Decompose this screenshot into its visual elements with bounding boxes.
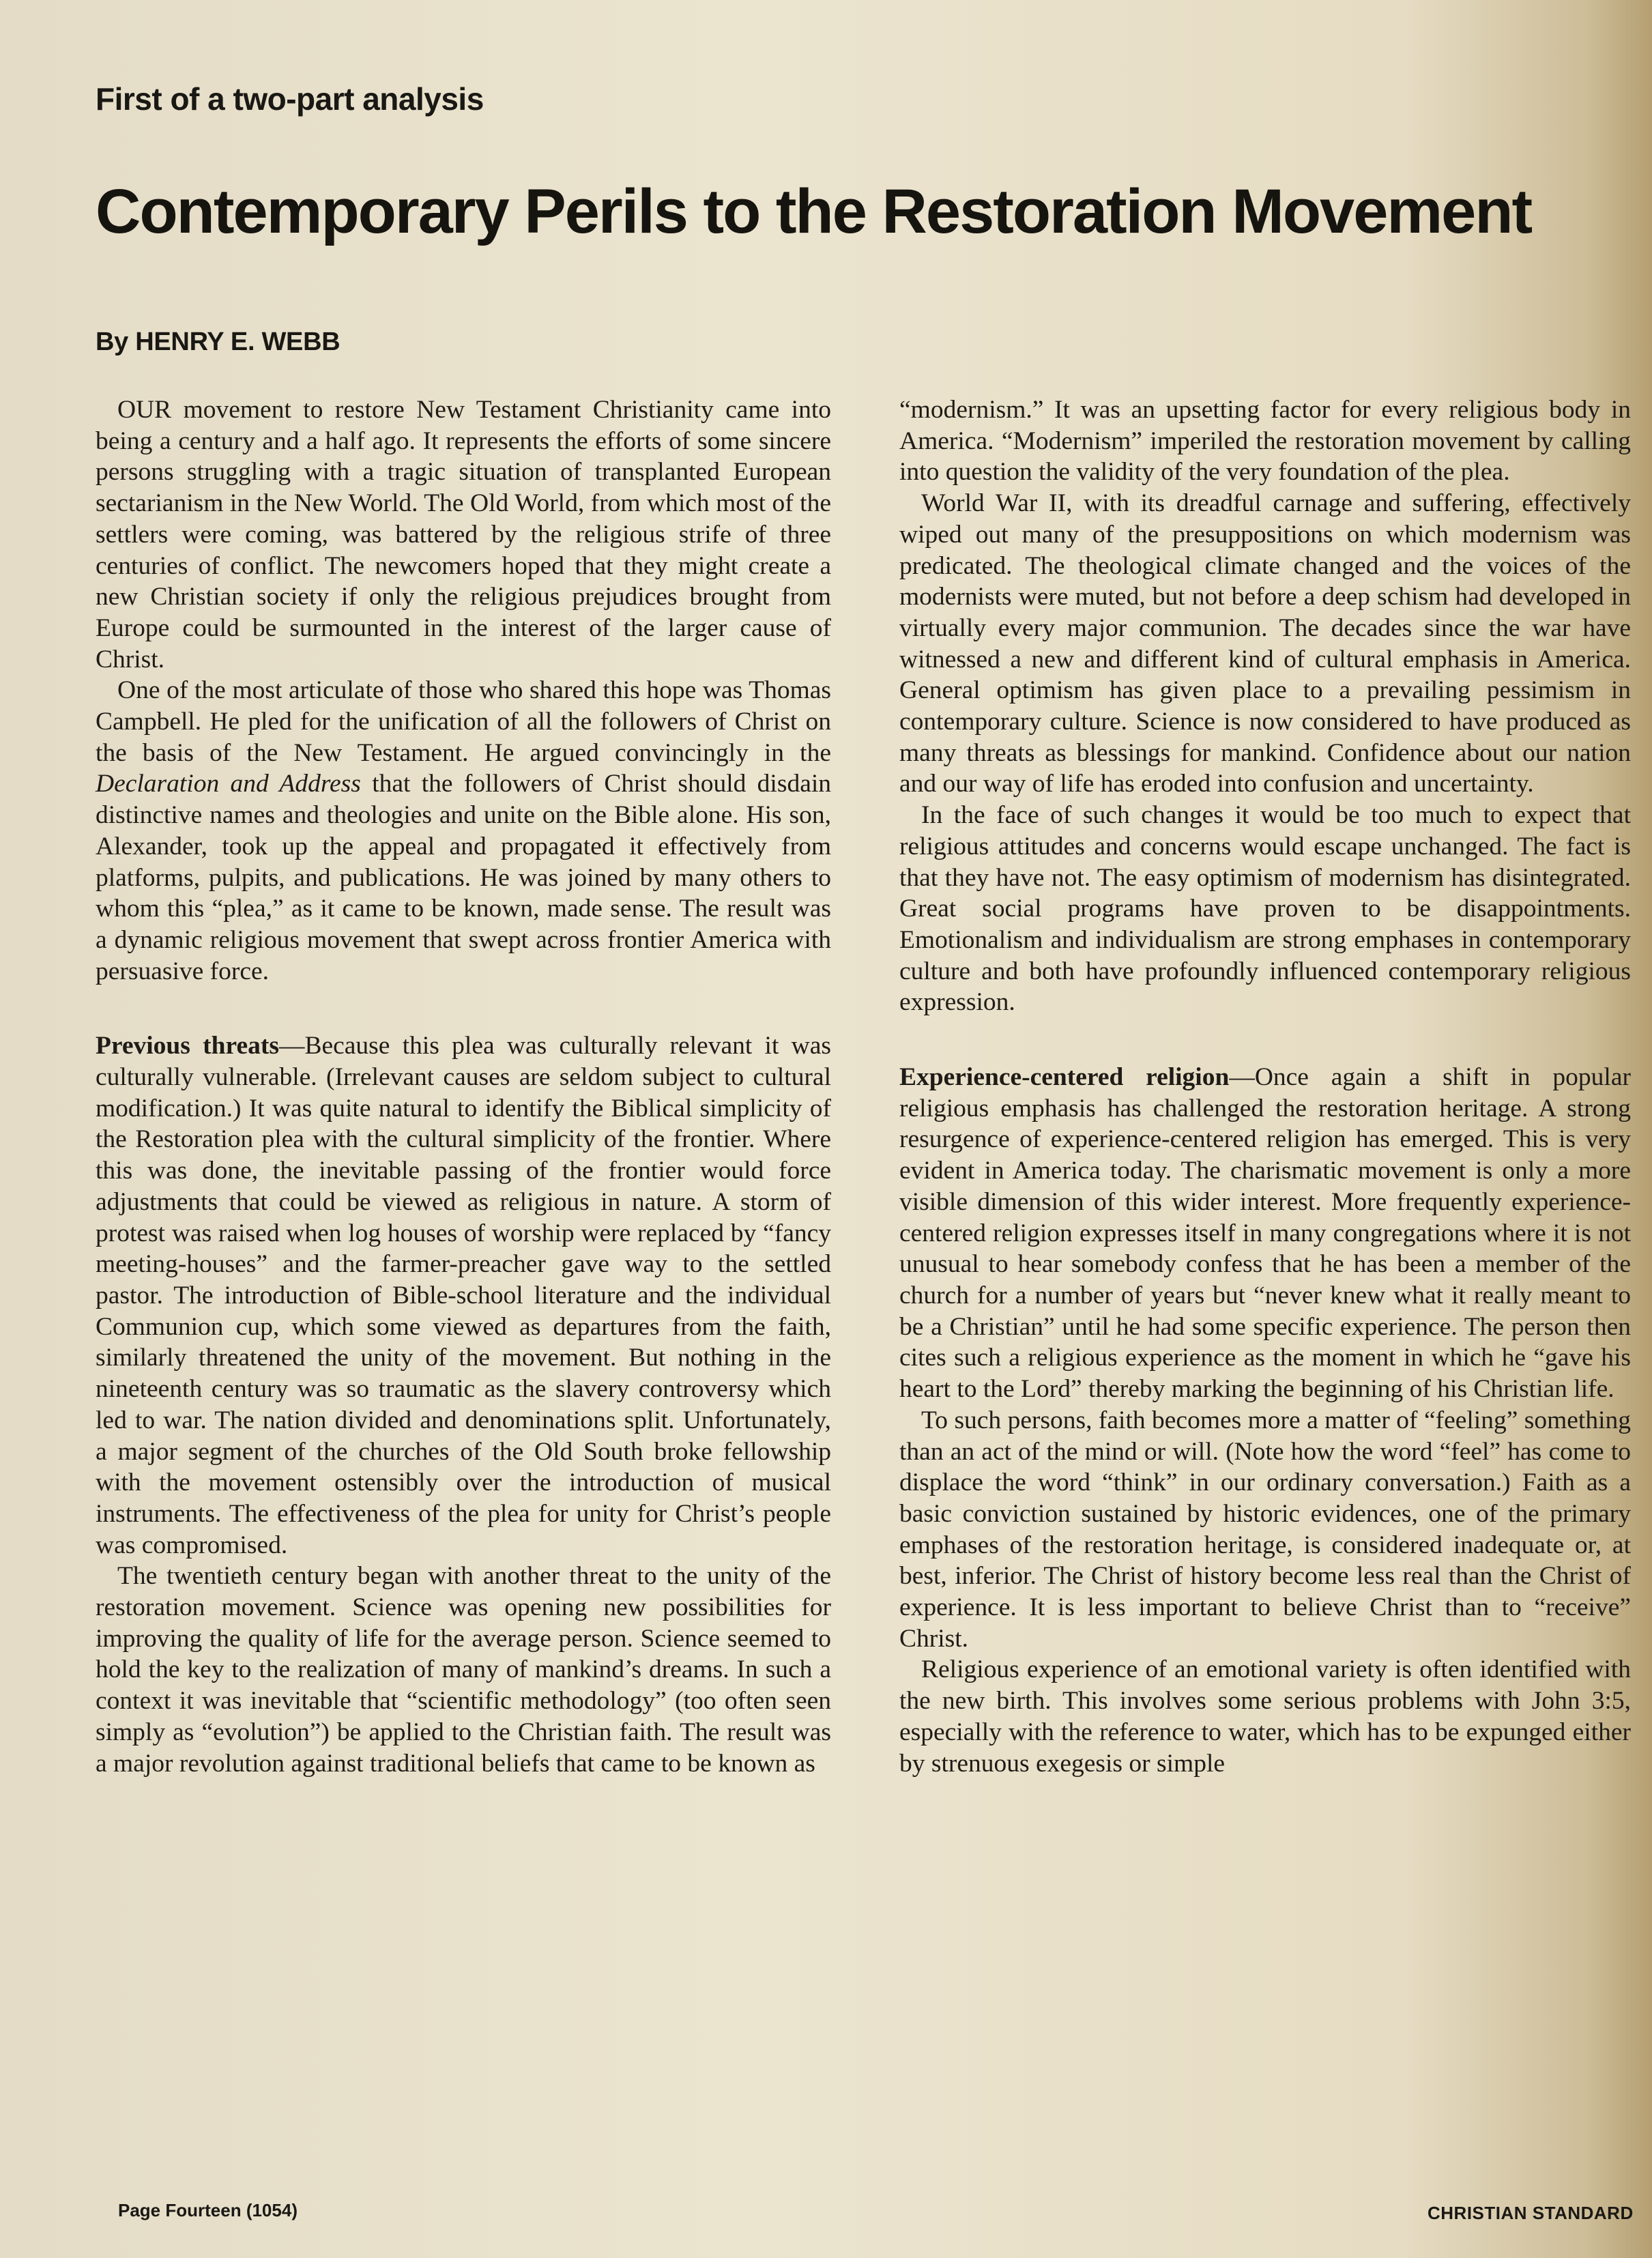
byline: By HENRY E. WEBB xyxy=(96,328,340,356)
paragraph-text: that the followers of Christ should disdain distinctive names and theologies and unite on the Bible alone. His son, Alexander, took up the appeal and propagated it effectively from platforms, pulpits, and publications. He was joined by many others to whom this “plea,” as it came to be known, made sense. The result was a dynamic religious movement that swept across frontier America with persuasive force. xyxy=(96,770,832,985)
right-column xyxy=(899,394,1631,1779)
paragraph-text: —Once again a shift in popular religious emphasis has challenged the restoration heritage. A strong resurgence of experience-centered religion has emerged. This is very evident in America today. The charismatic movement is only a more visible dimension of this wider interest. More frequently experience-centered religion expresses itself in many congregations where it is not unusual to hear somebody confess that he has been a member of the church for a number of years but “never knew what it really meant to be a Christian” until he had some specific experience. The person then cites such a religious experience as the moment in which he “gave his heart to the Lord” thereby marking the beginning of his Christian life. xyxy=(899,1063,1631,1404)
paragraph: OUR movement to restore New Testament Christianity came into being a century and a half ago. It represents the efforts of some sincere persons struggling with a tragic situation of transplanted European sectarianism in the New World. The Old World, from which most of the settlers were coming, was battered by the religious strife of three centuries of conflict. The newcomers hoped that they might create a new Christian society if only the religious prejudices brought from Europe could be surmounted in the interest of the larger cause of Christ. xyxy=(96,396,831,674)
paragraph: World War II, with its dreadful carnage and suffering, effectively wiped out many of the presuppositions on which modernism was predicated. The theological climate changed and the voices of the modernists were muted, but not before a deep schism had developed in virtually every major communion. The decades since the war have witnessed a new and different kind of cultural emphasis in America. General optimism has given place to a prevailing pessimism in contemporary culture. Science is now considered to have produced as many threats as blessings for mankind. Confidence about our nation and our way of life has eroded into confusion and uncertainty. xyxy=(899,489,1631,798)
paragraph: “modernism.” It was an upsetting factor for every religious body in America. “Modernism” imperiled the restoration movement by calling into question the validity of the very foundation of the plea. xyxy=(899,396,1631,487)
publication-name: CHRISTIAN STANDARD xyxy=(1428,2203,1634,2223)
paragraph: To such persons, faith becomes more a matter of “feeling” something than an act of the mind or will. (Note how the word “feel” has come to displace the word “think” in our ordinary conversation.) Faith as a basic conviction sustained by historic evidences, one of the primary emphases of the restoration heritage, is considered inadequate or, at best, inferior. The Christ of history become less real than the Christ of experience. It is less important to believe Christ than to “receive” Christ. xyxy=(899,1406,1631,1653)
paragraph xyxy=(96,1030,831,1561)
paragraph xyxy=(899,1062,1631,1405)
subhead: Previous threats xyxy=(96,1032,279,1060)
subhead: Experience-centered religion xyxy=(899,1063,1230,1092)
paragraph-text: One of the most articulate of those who shared this hope was Thomas Campbell. He pled for the unification of all the followers of Christ on the basis of the New Testament. He argued convincingly in the xyxy=(96,676,831,767)
paragraph: In the face of such changes it would be too much to expect that religious attitudes and concerns would escape unchanged. The fact is that they have not. The easy optimism of modernism has disintegrated. Great social programs have proven to be disappointments. Emotionalism and individualism are strong emphases in contemporary culture and both have profoundly influenced contemporary religious expression. xyxy=(899,801,1631,1017)
kicker: First of a two-part analysis xyxy=(96,81,484,117)
section-gap xyxy=(899,1018,1631,1062)
page-number: Page Fourteen (1054) xyxy=(118,2200,298,2220)
left-column xyxy=(96,394,831,1779)
paragraph: The twentieth century began with another threat to the unity of the restoration movement. Science was opening new possibilities for improving the quality of life for the average person. Science seemed to hold the key to the realization of many of mankind’s dreams. In such a context it was inevitable that “scientific methodology” (too often seen simply as “evolution”) be applied to the Christian faith. The result was a major revolution against traditional beliefs that came to be known as xyxy=(96,1562,831,1778)
book-title-italic: Declaration and Address xyxy=(96,770,361,798)
paragraph-text: —Because this plea was culturally relevant it was culturally vulnerable. (Irrelevant causes are seldom subject to cultural modification.) It was quite natural to identify the Biblical simplicity of the Restoration plea with the cultural simplicity of the frontier. Where this was done, the inevitable passing of the frontier would force adjustments that could be viewed as religious in nature. A storm of protest was raised when log houses of worship were replaced by “fancy meeting-houses” and the farmer-preacher gave way to the settled pastor. The introduction of Bible-school literature and the individual Communion cup, which some viewed as departures from the faith, similarly threatened the unity of the movement. But nothing in the nineteenth century was so traumatic as the slavery controversy which led to war. The nation divided and denominations split. Unfortunately, a major segment of the churches of the Old South broke fellowship with the movement ostensibly over the introduction of musical instruments. The effectiveness of the plea for unity for Christ’s people was compromised. xyxy=(96,1032,831,1559)
article-title: Contemporary Perils to the Restoration Movement xyxy=(96,177,1532,246)
section-gap xyxy=(96,987,831,1030)
paragraph xyxy=(96,675,831,987)
paragraph: Religious experience of an emotional variety is often identified with the new birth. This involves some serious problems with John 3:5, especially with the reference to water, which has to be expunged either by strenuous exegesis or simple xyxy=(899,1655,1631,1778)
